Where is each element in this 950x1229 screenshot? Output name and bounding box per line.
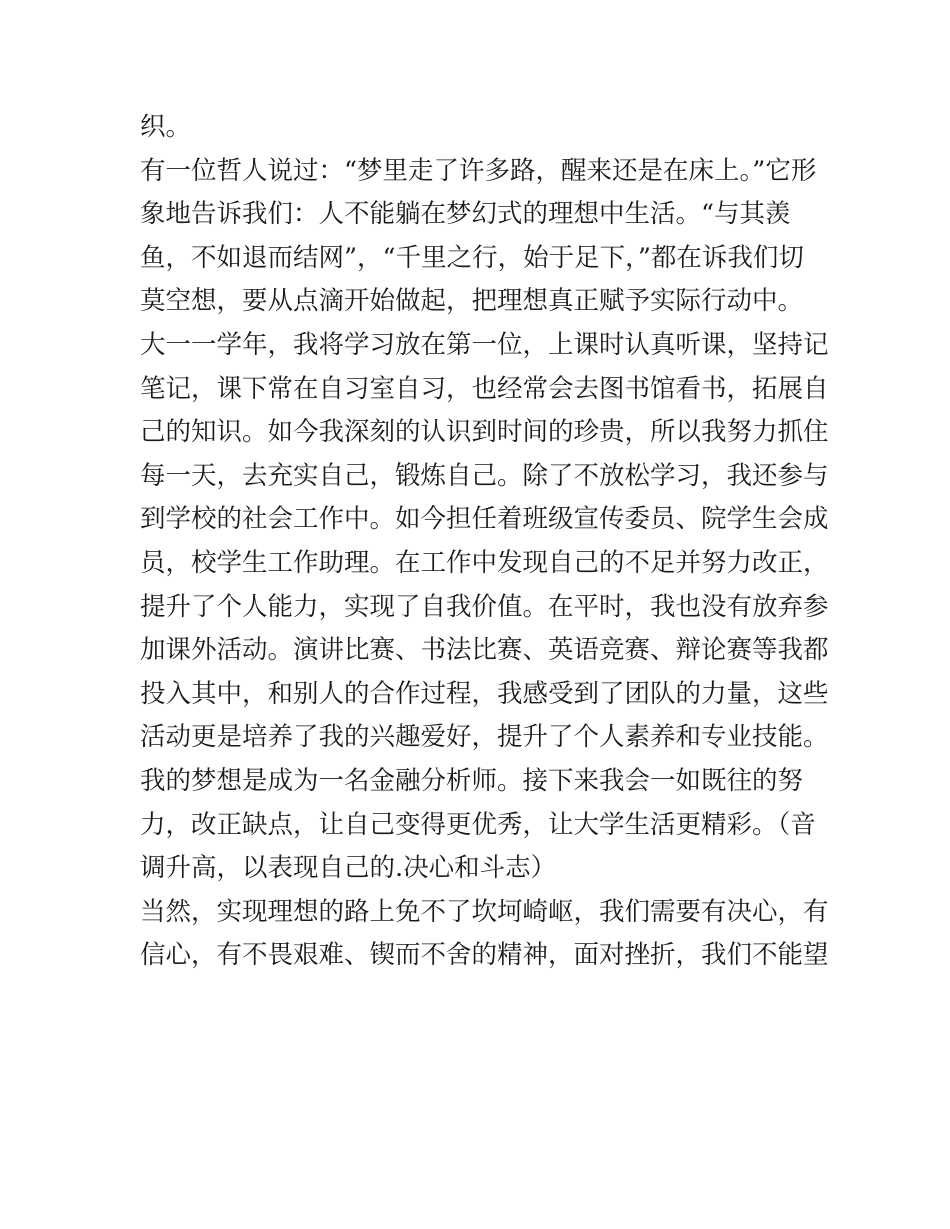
- text-line: 己的知识。如今我深刻的认识到时间的珍贵，所以我努力抓住: [140, 417, 829, 448]
- text-line: 员，校学生工作助理。在工作中发现自己的不足并努力改正，: [140, 547, 829, 578]
- text-line: 象地告诉我们：人不能躺在梦幻式的理想中生活。“与其羡: [140, 199, 791, 230]
- text-line: 有一位哲人说过：“梦里走了许多路，醒来还是在床上。”它形: [140, 155, 817, 186]
- text-line: 调升高，以表现自己的.决心和斗志）: [140, 853, 557, 884]
- text-line: 鱼，不如退而结网”，“千里之行，始于足下，”都在诉我们切: [140, 242, 804, 273]
- text-line: 活动更是培养了我的兴趣爱好，提升了个人素养和专业技能。: [140, 722, 829, 753]
- text-line: 到学校的社会工作中。如今担任着班级宣传委员、院学生会成: [140, 504, 829, 535]
- text-line: 当然，实现理想的路上免不了坎坷崎岖，我们需要有决心，有: [140, 896, 829, 927]
- body-text: [140, 106, 829, 978]
- text-line: 提升了个人能力，实现了自我价值。在平时，我也没有放弃参: [140, 591, 829, 622]
- text-line: 加课外活动。演讲比赛、书法比赛、英语竞赛、辩论赛等我都: [140, 635, 829, 666]
- text-line: 大一一学年，我将学习放在第一位，上课时认真听课，坚持记: [140, 329, 829, 360]
- text-line: 织。: [140, 112, 192, 142]
- text-line: 每一天，去充实自己，锻炼自己。除了不放松学习，我还参与: [140, 460, 829, 491]
- text-line: 投入其中，和别人的合作过程，我感受到了团队的力量，这些: [140, 678, 829, 709]
- text-line: 莫空想，要从点滴开始做起，把理想真正赋予实际行动中。: [140, 286, 804, 317]
- text-line: 笔记，课下常在自习室自习，也经常会去图书馆看书，拓展自: [140, 373, 829, 404]
- text-line: 力，改正缺点，让自己变得更优秀，让大学生活更精彩。（音: [140, 809, 816, 840]
- text-line: 信心，有不畏艰难、锲而不舍的精神，面对挫折，我们不能望: [140, 940, 829, 971]
- text-line: 我的梦想是成为一名金融分析师。接下来我会一如既往的努: [140, 765, 804, 796]
